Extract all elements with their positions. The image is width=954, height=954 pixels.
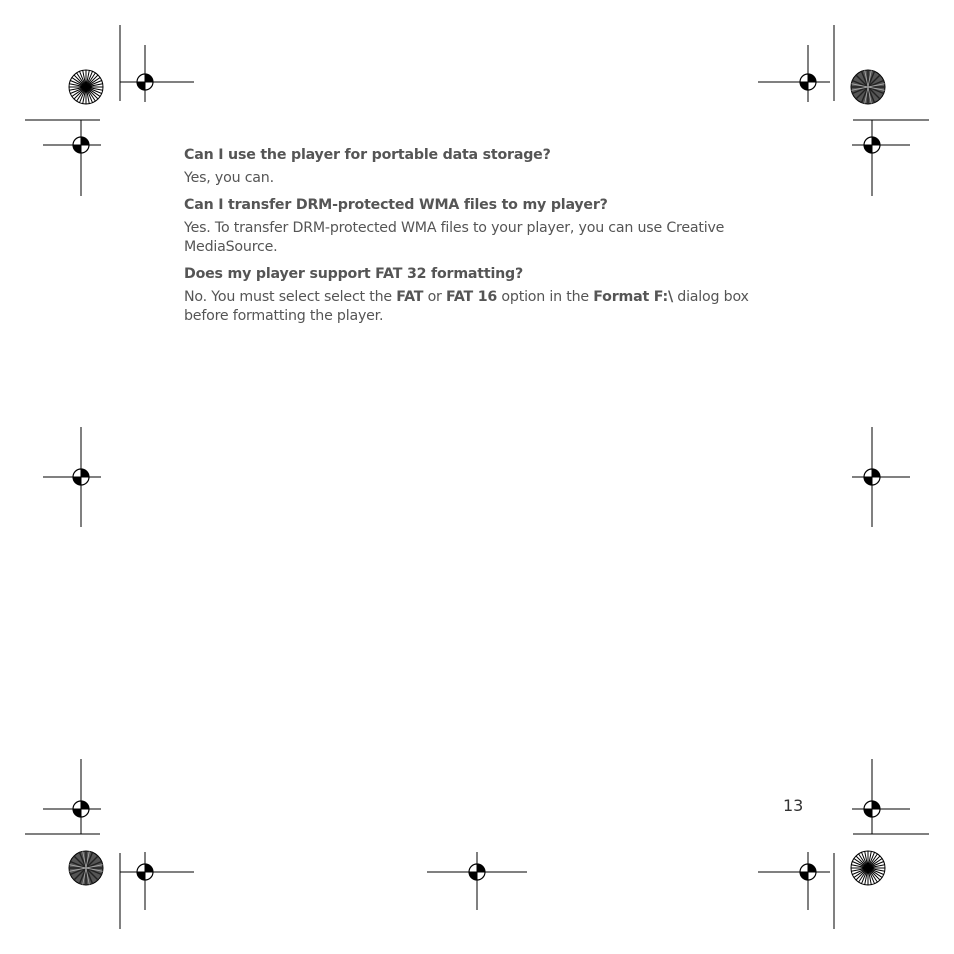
- color-wheel-icon: [851, 851, 885, 885]
- faq-answer-line: Yes. To transfer DRM-protected WMA files to your player, you can use Creative: [184, 220, 725, 236]
- faq-answer-line: MediaSource.: [184, 239, 278, 255]
- page-number: 13: [783, 796, 804, 815]
- faq-answer: [184, 288, 784, 326]
- answer-text: dialog box: [672, 289, 749, 305]
- answer-text: or: [423, 289, 446, 305]
- faq-section: [184, 146, 784, 334]
- color-wheel-icon: [69, 70, 103, 104]
- option-fat: FAT: [396, 289, 424, 305]
- option-fat16: FAT 16: [446, 289, 498, 305]
- faq-answer: Yes, you can.: [184, 170, 274, 186]
- faq-answer: [184, 219, 784, 257]
- answer-text: option in the: [497, 289, 594, 305]
- color-wheel-icon: [851, 70, 885, 104]
- faq-question: Can I transfer DRM-protected WMA files to my player?: [184, 197, 608, 213]
- faq-question: Can I use the player for portable data storage?: [184, 147, 551, 163]
- color-wheel-icon: [69, 851, 103, 885]
- answer-text: before formatting the player.: [184, 308, 384, 324]
- answer-text: No. You must select select the: [184, 289, 397, 305]
- faq-question: Does my player support FAT 32 formatting?: [184, 266, 524, 282]
- dialog-name: Format F:\: [593, 289, 673, 305]
